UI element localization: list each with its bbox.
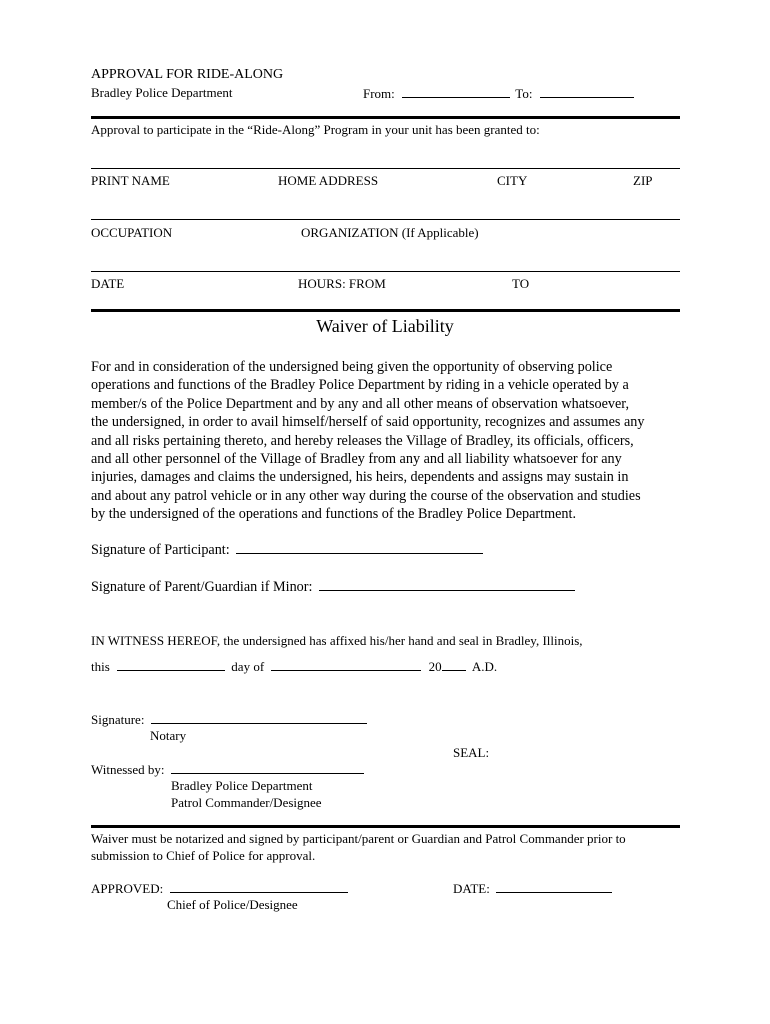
notary-signature-line[interactable] <box>151 711 367 724</box>
occupation-row-line[interactable] <box>91 219 680 220</box>
form-title: APPROVAL FOR RIDE-ALONG <box>91 67 284 82</box>
participant-signature <box>91 541 483 559</box>
witness-statement: IN WITNESS HEREOF, the undersigned has affixed his/her hand and seal in Bradley, Illinois, <box>91 633 583 648</box>
from-field <box>363 85 634 102</box>
guardian-signature-label: Signature of Parent/Guardian if Minor: <box>91 579 313 595</box>
witness-date-line <box>91 658 497 675</box>
from-blank[interactable] <box>402 85 510 98</box>
waiver-line: and all risks pertaining thereto, and hereby releases the Village of Bradley, its officials, officers, <box>91 432 634 449</box>
participant-signature-line[interactable] <box>236 541 483 554</box>
notary-signature-label: Signature: <box>91 712 145 727</box>
approved-signature-line[interactable] <box>170 880 348 893</box>
approved-role: Chief of Police/Designee <box>167 897 298 912</box>
date-label: DATE <box>91 276 125 291</box>
notary-signature <box>91 711 367 728</box>
guardian-signature <box>91 578 575 596</box>
to-label: To: <box>515 86 533 101</box>
waiver-line: injuries, damages and claims the undersigned, his heirs, dependents and assigns may sustain in <box>91 469 629 486</box>
month-blank[interactable] <box>271 658 421 671</box>
department-name: Bradley Police Department <box>91 85 233 100</box>
guardian-signature-line[interactable] <box>319 578 575 591</box>
footer-divider <box>91 825 680 828</box>
date-row-line[interactable] <box>91 271 680 272</box>
approved-label: APPROVED: <box>91 881 164 896</box>
footer-note-line1: Waiver must be notarized and signed by participant/parent or Guardian and Patrol Commander prior to <box>91 831 626 846</box>
print-name-label: PRINT NAME <box>91 173 170 188</box>
approved-field <box>91 880 348 897</box>
waiver-body <box>91 358 683 524</box>
waiver-divider <box>91 309 680 312</box>
waiver-line: operations and functions of the Bradley Police Department by riding in a vehicle operated by a <box>91 377 629 394</box>
ad-label: A.D. <box>471 659 498 674</box>
waiver-line: the undersigned, in order to avail himself/herself of said opportunity, recognizes and assumes any <box>91 414 645 431</box>
seal-label: SEAL: <box>453 745 490 760</box>
witnessed-by <box>91 761 364 778</box>
witnessed-by-label: Witnessed by: <box>91 762 165 777</box>
day-of-label: day of <box>231 659 265 674</box>
approval-date-field <box>453 880 612 897</box>
waiver-line: member/s of the Police Department and by any and all other means of observation whatsoever, <box>91 395 629 412</box>
year-blank[interactable] <box>442 658 466 671</box>
waiver-line: For and in consideration of the undersigned being given the opportunity of observing police <box>91 359 613 375</box>
approval-text: Approval to participate in the “Ride-Along” Program in your unit has been granted to: <box>91 122 540 137</box>
zip-label: ZIP <box>633 173 653 188</box>
waiver-line: by the undersigned of the operations and functions of the Bradley Police Department. <box>91 506 577 523</box>
year-prefix: 20 <box>428 659 442 674</box>
witness-org: Bradley Police Department <box>171 778 313 793</box>
waiver-line: and all other personnel of the Village of Bradley from any and all liability whatsoever for any <box>91 451 622 468</box>
name-row-line[interactable] <box>91 168 680 169</box>
organization-label: ORGANIZATION (If Applicable) <box>301 225 479 240</box>
notary-label: Notary <box>150 728 187 743</box>
city-label: CITY <box>497 173 528 188</box>
occupation-label: OCCUPATION <box>91 225 173 240</box>
approval-date-line[interactable] <box>496 880 612 893</box>
to-blank[interactable] <box>540 85 634 98</box>
hours-to-label: TO <box>512 276 530 291</box>
footer-note-line2: submission to Chief of Police for approval. <box>91 848 316 863</box>
from-label: From: <box>363 86 395 101</box>
approval-date-label: DATE: <box>453 881 490 896</box>
hours-from-label: HOURS: FROM <box>298 276 386 291</box>
waiver-title: Waiver of Liability <box>316 316 454 336</box>
header-divider <box>91 116 680 119</box>
witnessed-by-line[interactable] <box>171 761 364 774</box>
home-address-label: HOME ADDRESS <box>278 173 379 188</box>
waiver-line: and about any patrol vehicle or in any other way during the course of the observation and studies <box>91 487 641 504</box>
this-label: this <box>91 659 110 674</box>
day-blank[interactable] <box>117 658 225 671</box>
participant-signature-label: Signature of Participant: <box>91 542 230 558</box>
witness-role: Patrol Commander/Designee <box>171 795 322 810</box>
